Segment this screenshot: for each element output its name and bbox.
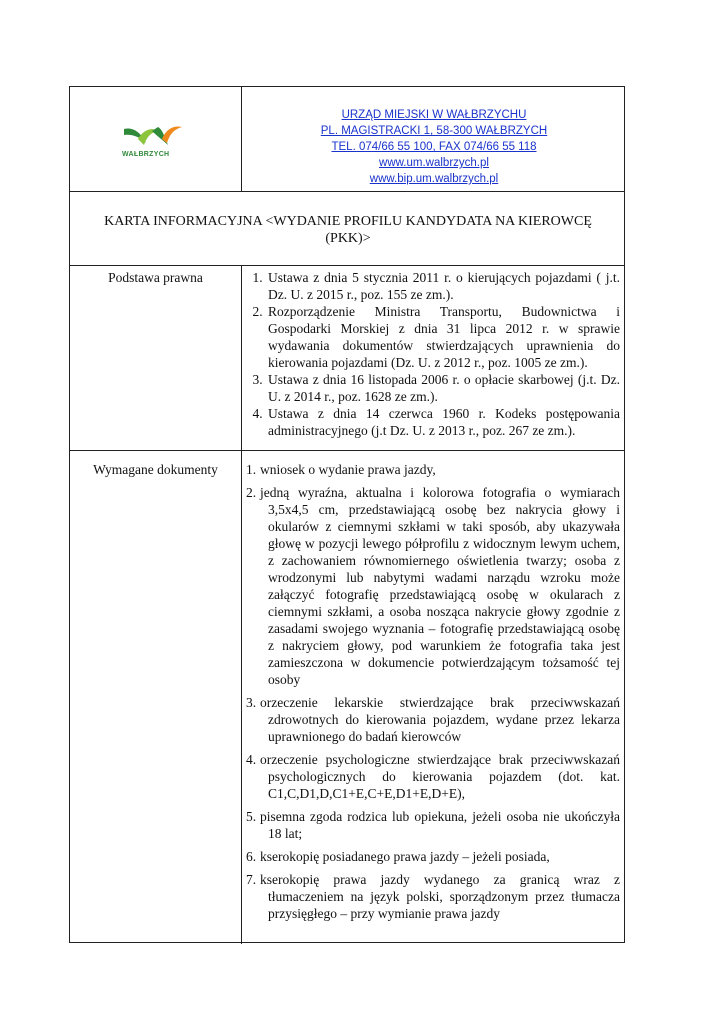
- required-doc-item: [242, 751, 620, 802]
- row-divider-legal: [70, 450, 624, 451]
- item-text: kserokopię prawa jazdy wydanego za granicą wraz z tłumaczeniem na język polski, sporządzonym przez tłumacza przysięgłego – przy wymianie prawa jazdy: [260, 872, 620, 921]
- required-doc-item: [242, 484, 620, 688]
- logo-cell: [70, 87, 241, 191]
- required-doc-item: [242, 848, 620, 865]
- website-link[interactable]: www.um.walbrzych.pl: [379, 157, 489, 169]
- item-number: 4.: [246, 752, 257, 767]
- item-number: 5.: [246, 809, 257, 824]
- required-doc-item: [242, 871, 620, 922]
- office-address-link[interactable]: PL. MAGISTRACKI 1, 58-300 WAŁBRZYCH: [320, 125, 548, 137]
- legal-basis-content: [242, 269, 620, 439]
- office-contact: [242, 107, 626, 187]
- office-name-link[interactable]: URZĄD MIEJSKI W WAŁBRZYCHU: [341, 109, 527, 121]
- item-number: 2.: [246, 485, 257, 500]
- item-number: 7.: [246, 872, 257, 887]
- office-phone-link[interactable]: TEL. 074/66 55 100, FAX 074/66 55 118: [331, 141, 537, 153]
- item-text: kserokopię posiadanego prawa jazdy – jeżeli posiada,: [260, 849, 550, 864]
- item-text: jedną wyraźna, aktualna i kolorowa fotografia o wymiarach 3,5x4,5 cm, przedstawiającą osobę bez nakrycia głowy i okularów z ciemnymi szkłami w taki sposób, aby ukazywała głowę w pozycji lewego półprofilu z widocznym lewym uchem, z zachowaniem równomiernego oświetlenia twarzy; osoba z wrodzonymi lub nabytymi wadami narządu wzroku może załączyć fotografię przedstawiającą osobę w okularach z ciemnymi szkłami, a osoba nosząca nakrycie głowy zgodnie z zasadami swojego wyznania – fotografię przedstawiającą osobę z nakryciem głowy, pod warunkiem że fotografia taka jest zamieszczona w dokumencie potwierdzającym tożsamość tej osoby: [260, 485, 620, 687]
- legal-basis-item: 2. Rozporządzenie Ministra Transportu, Budownictwa i Gospodarki Morskiej z dnia 31 lipca 2012 r. w sprawie wydawania dokumentów stwierdzających uprawnienia do kierowania pojazdami (Dz. U. z 2012 r., poz. 1005 ze zm.).: [266, 303, 620, 371]
- legal-basis-list: [242, 269, 620, 439]
- item-text: wniosek o wydanie prawa jazdy,: [260, 462, 436, 477]
- required-doc-item: [242, 461, 620, 478]
- required-docs-content: [242, 461, 620, 941]
- legal-basis-item: 3. Ustawa z dnia 16 listopada 2006 r. o opłacie skarbowej (j.t. Dz. U. z 2014 r., poz. 1628 ze zm.).: [266, 371, 620, 405]
- item-text: pisemna zgoda rodzica lub opiekuna, jeżeli osoba nie ukończyła 18 lat;: [260, 809, 620, 841]
- legal-basis-item: 4. Ustawa z dnia 14 czerwca 1960 r. Kodeks postępowania administracyjnego (j.t Dz. U. z 2013 r., poz. 267 ze zm.).: [266, 405, 620, 439]
- card-title: KARTA INFORMACYJNA <WYDANIE PROFILU KANDYDATA NA KIEROWCĘ (PKK)>: [104, 214, 592, 246]
- logo-text: WAŁBRZYCH: [122, 151, 170, 158]
- required-doc-item: [242, 808, 620, 842]
- item-text: orzeczenie lekarskie stwierdzające brak przeciwwskazań zdrowotnych do kierowania pojazdem, wydane przez lekarza uprawnionego do badań kierowców: [260, 695, 620, 744]
- item-number: 6.: [246, 849, 257, 864]
- required-docs-label: Wymagane dokumenty: [93, 462, 218, 477]
- item-number: 3.: [246, 695, 257, 710]
- required-doc-item: [242, 694, 620, 745]
- row-divider-header: [70, 191, 624, 192]
- info-card-table: [69, 86, 625, 943]
- legal-basis-label: Podstawa prawna: [108, 270, 203, 285]
- legal-basis-item: 1. Ustawa z dnia 5 stycznia 2011 r. o kierujących pojazdami ( j.t. Dz. U. z 2015 r., poz. 155 ze zm.).: [266, 269, 620, 303]
- row-divider-title: [70, 265, 624, 266]
- bip-link[interactable]: www.bip.um.walbrzych.pl: [369, 173, 499, 185]
- item-number: 1.: [246, 462, 257, 477]
- item-text: orzeczenie psychologiczne stwierdzające brak przeciwwskazań psychologicznych do kierowania pojazdem (dot. kat. C1,C,D1,D,C1+E,C+E,D1+E,D+E),: [260, 752, 620, 801]
